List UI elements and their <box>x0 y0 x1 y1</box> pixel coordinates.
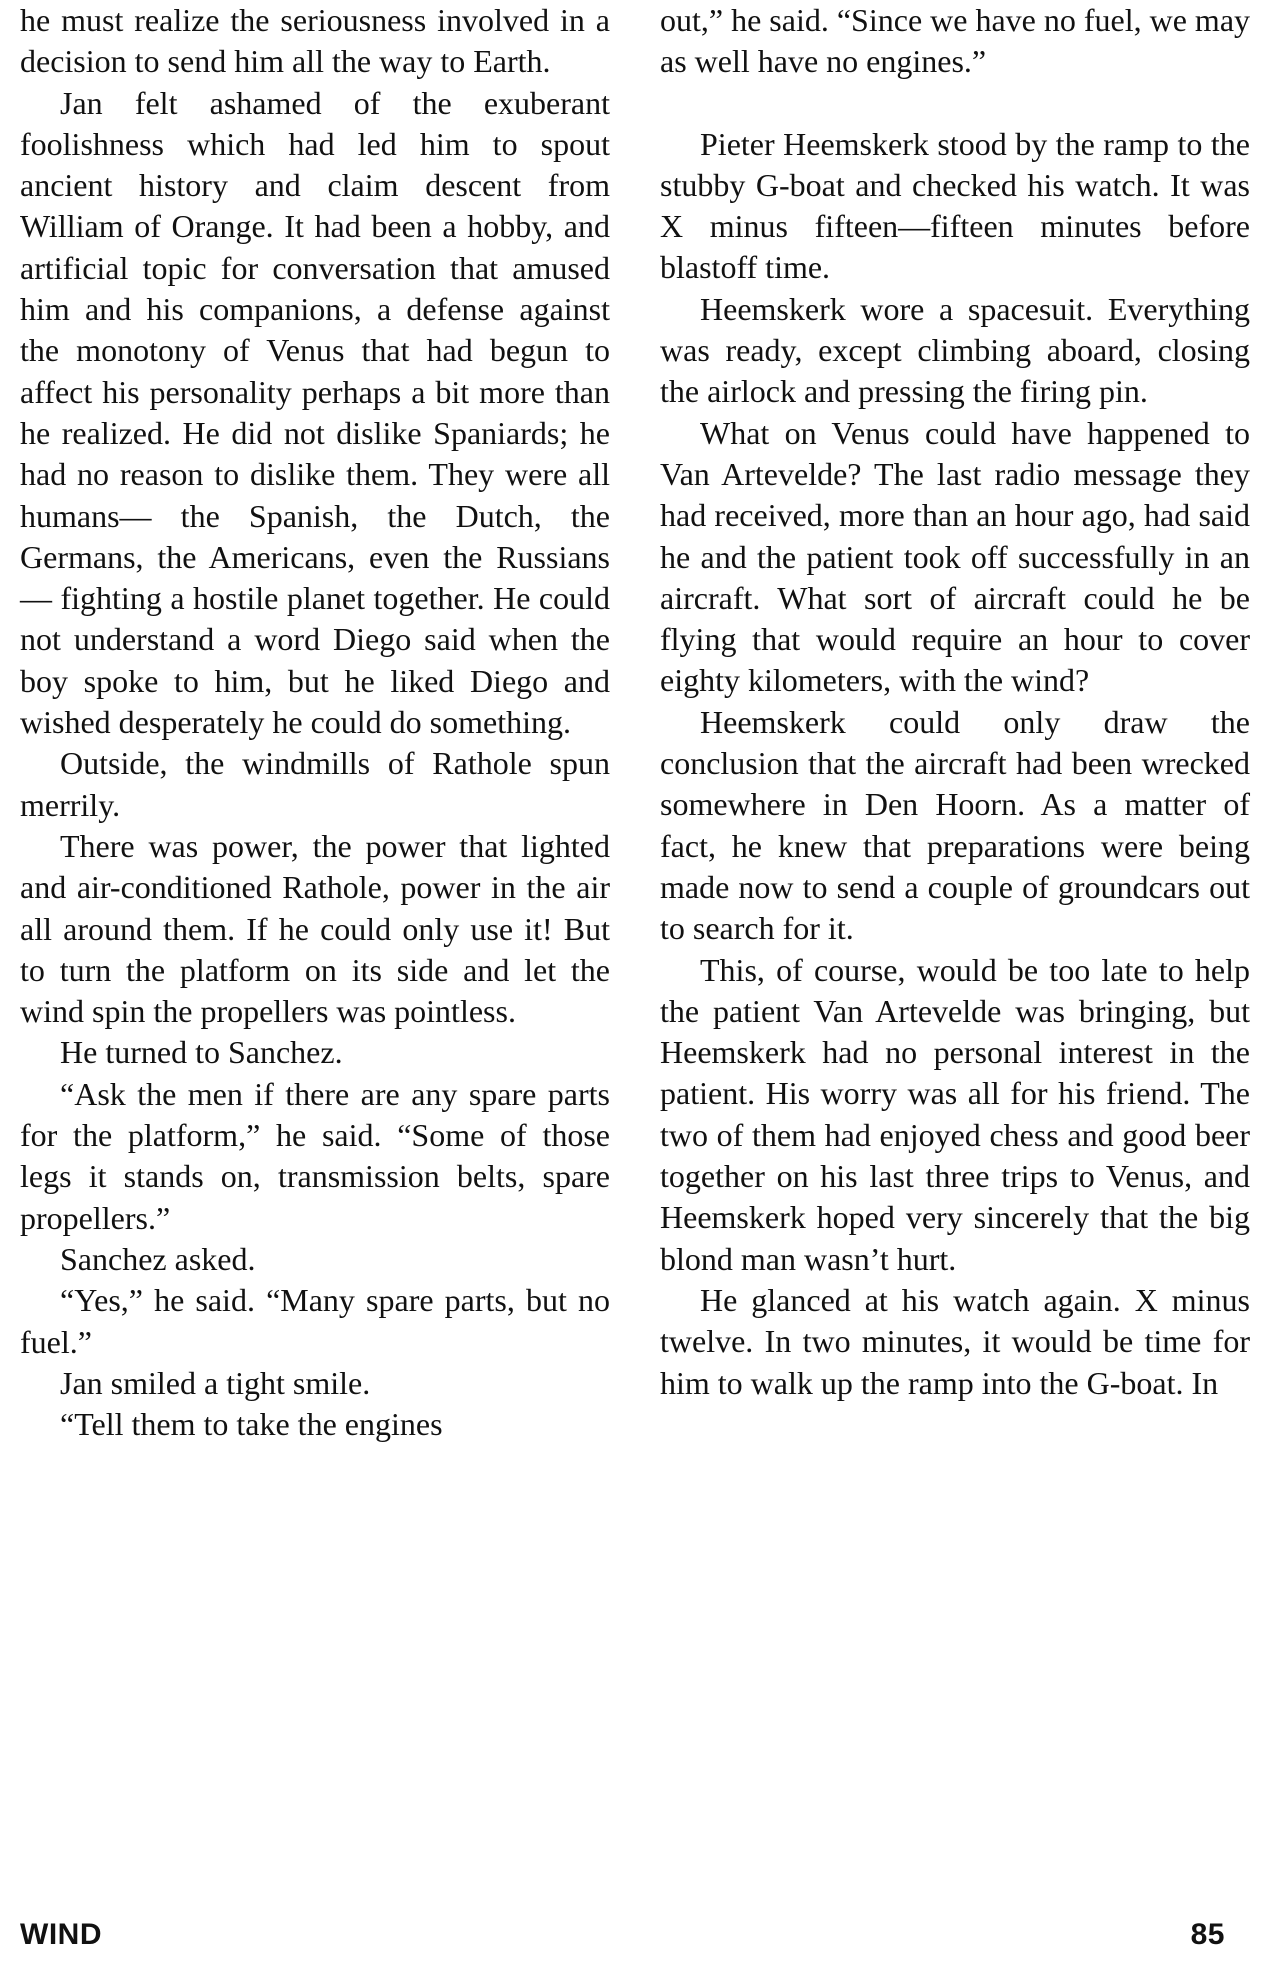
paragraph: “Tell them to take the engines <box>60 1406 443 1443</box>
right-column <box>660 0 1250 1404</box>
paragraph: Sanchez asked. <box>60 1240 256 1277</box>
paragraph: Pieter Heemskerk stood by the ramp to the stubby G-boat and checked his watch. It was X minus fifteen—fifteen minutes before blastoff time. <box>660 125 1250 286</box>
paragraph: He turned to Sanchez. <box>60 1034 343 1071</box>
paragraph: Outside, the windmills of Rathole spun merrily. <box>20 745 610 823</box>
paragraph: “Ask the men if there are any spare parts for the platform,” he said. “Some of those legs it stands on, transmission belts, spare propellers.” <box>20 1075 610 1236</box>
running-title: WIND <box>20 1918 102 1951</box>
paragraph: he must realize the seriousness involved in a decision to send him all the way to Earth. <box>20 2 610 80</box>
paragraph: He glanced at his watch again. X minus twelve. In two minutes, it would be time for him to walk up the ramp into the G-boat. In <box>660 1281 1250 1401</box>
page-number: 85 <box>1190 1918 1225 1951</box>
paragraph: Heemskerk could only draw the conclusion that the aircraft had been wrecked somewhere in Den Hoorn. As a matter of fact, he knew that preparations were being made now to send a couple of groundcars out to search for it. <box>660 703 1250 947</box>
paragraph: Jan smiled a tight smile. <box>60 1364 371 1401</box>
paragraph: Heemskerk wore a spacesuit. Everything was ready, except climbing aboard, closing the airlock and pressing the firing pin. <box>660 290 1250 410</box>
paragraph: Jan felt ashamed of the exuberant foolishness which had led him to spout ancient history and claim descent from William of Orange. It had been a hobby, and artificial topic for conversation that amused him and his companions, a defense against the monotony of Venus that had begun to affect his personality perhaps a bit more than he realized. He did not dislike Spaniards; he had no reason to dislike them. They were all humans— the Spanish, the Dutch, the Germans, the Americans, even the Russians — fighting a hostile planet together. He could not understand a word Diego said when the boy spoke to him, but he liked Diego and wished desperately he could do something. <box>20 84 610 741</box>
left-column <box>20 0 610 1445</box>
paragraph: This, of course, would be too late to help the patient Van Artevelde was bringing, but Heemskerk had no personal interest in the patient. His worry was all for his friend. The two of them had enjoyed chess and good beer together on his last three trips to Venus, and Heemskerk hoped very sincerely that the big blond man wasn’t hurt. <box>660 951 1250 1277</box>
paragraph: What on Venus could have happened to Van Artevelde? The last radio message they had received, more than an hour ago, had said he and the patient took off successfully in an aircraft. What sort of aircraft could he be flying that would require an hour to cover eighty kilometers, with the wind? <box>660 414 1250 699</box>
paragraph: out,” he said. “Since we have no fuel, we may as well have no engines.” <box>660 2 1251 80</box>
paragraph: “Yes,” he said. “Many spare parts, but no fuel.” <box>20 1282 610 1360</box>
paragraph: There was power, the power that lighted and air-conditioned Rathole, power in the air all around them. If he could only use it! But to turn the platform on its side and let the wind spin the propellers was pointless. <box>20 827 610 1030</box>
